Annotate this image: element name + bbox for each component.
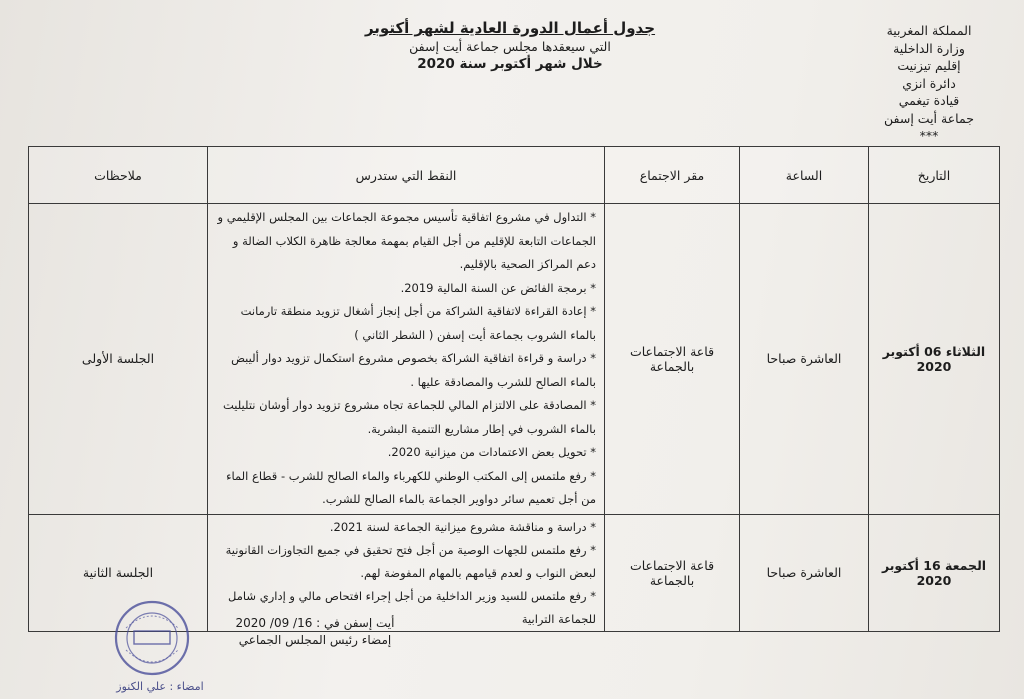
header-time: الساعة [740,147,869,204]
table-header-row [29,147,1000,204]
admin-line: دائرة انزي [902,75,956,91]
document-period: خلال شهر أكتوبر سنة 2020 [417,56,603,72]
admin-line: المملكة المغربية [886,23,972,38]
signature-block [210,615,420,649]
row-notes: الجلسة الثانية [29,514,208,631]
document-subtitle: التي سيعقدها مجلس جماعة أيت إسفن [409,39,611,54]
agenda-point: * إعادة القراءة لاتفاقية الشراكة من أجل إنجاز أشغال تزويد منطقة تارمانت بالماء الشروب بجماعة أيت إسفن ( الشطر الثاني ) [240,304,596,342]
administrative-header [844,22,1014,145]
row-date: الثلاثاء 06 أكتوبر 2020 [869,204,1000,515]
admin-line: إقليم تيزنيت [897,58,961,73]
agenda-point: * دراسة و قراءة اتفاقية الشراكة بخصوص مشروع استكمال تزويد دوار أليبض بالماء الصالح للشرب والمصادقة عليها . [231,351,596,389]
place-date: أيت إسفن في : 16/ 09/ 2020 [235,616,395,630]
table-row [29,204,1000,515]
row-date: الجمعة 16 أكتوبر 2020 [869,514,1000,631]
document-title: جدول أعمال الدورة العادية لشهر أكتوبر [364,19,656,37]
official-stamp [112,598,192,678]
header-notes: ملاحظات [29,147,208,204]
row-time: العاشرة صباحا [740,514,869,631]
header-place: مقر الاجتماع [605,147,740,204]
agenda-point: * رفع ملتمس للسيد وزير الداخلية من أجل إجراء افتحاص مالي و إداري شامل للجماعة الترابية [228,588,596,626]
agenda-point: * التداول في مشروع اتفاقية تأسيس مجموعة الجماعات بين المجلس الإقليمي و الجماعات التابعة للإقليم من أجل القيام بمهمة معالجة ظاهرة الكلاب الضالة و دعم المراكز الصحية بالإقليم. [217,210,596,271]
agenda-point: * برمجة الفائض عن السنة المالية 2019. [400,280,596,295]
row-time: العاشرة صباحا [740,204,869,515]
admin-line: وزارة الداخلية [893,40,965,56]
admin-separator: *** [919,128,939,143]
agenda-point: * دراسة و مناقشة مشروع ميزانية الجماعة لسنة 2021. [329,519,596,534]
agenda-point: * رفع ملتمس إلى المكتب الوطني للكهرباء والماء الصالح للشرب - قطاع الماء من أجل تعميم سائر دواوير الجماعة بالماء الصالح للشرب. [226,468,596,506]
header-date: التاريخ [869,147,1000,204]
row-place: قاعة الاجتماعات بالجماعة [605,514,740,631]
row-notes: الجلسة الأولى [29,204,208,515]
agenda-point: * رفع ملتمس للجهات الوصية من أجل فتح تحقيق في جميع التجاوزات القانونية لبعض النواب و لعدم قيامهم بالمهام المفوضة لهم. [225,542,596,580]
admin-line: قيادة تيغمي [898,93,960,108]
row-points [208,514,605,631]
document-heading [330,18,690,73]
agenda-point: * تحويل بعض الاعتمادات من ميزانية 2020. [387,445,596,459]
row-points [208,204,605,515]
header-points: النقط التي ستدرس [208,147,605,204]
agenda-point: * المصادقة على الالتزام المالي للجماعة تجاه مشروع تزويد دوار أوشان نتليليت بالماء الشروب في إطار مشاريع التنمية البشرية. [222,398,596,436]
admin-line: جماعة أيت إسفن [884,110,974,126]
agenda-table [28,146,1000,632]
signature-label: إمضاء رئيس المجلس الجماعي [238,633,392,647]
signer-name: امضاء : علي الكنوز [116,680,204,693]
row-place: قاعة الاجتماعات بالجماعة [605,204,740,515]
